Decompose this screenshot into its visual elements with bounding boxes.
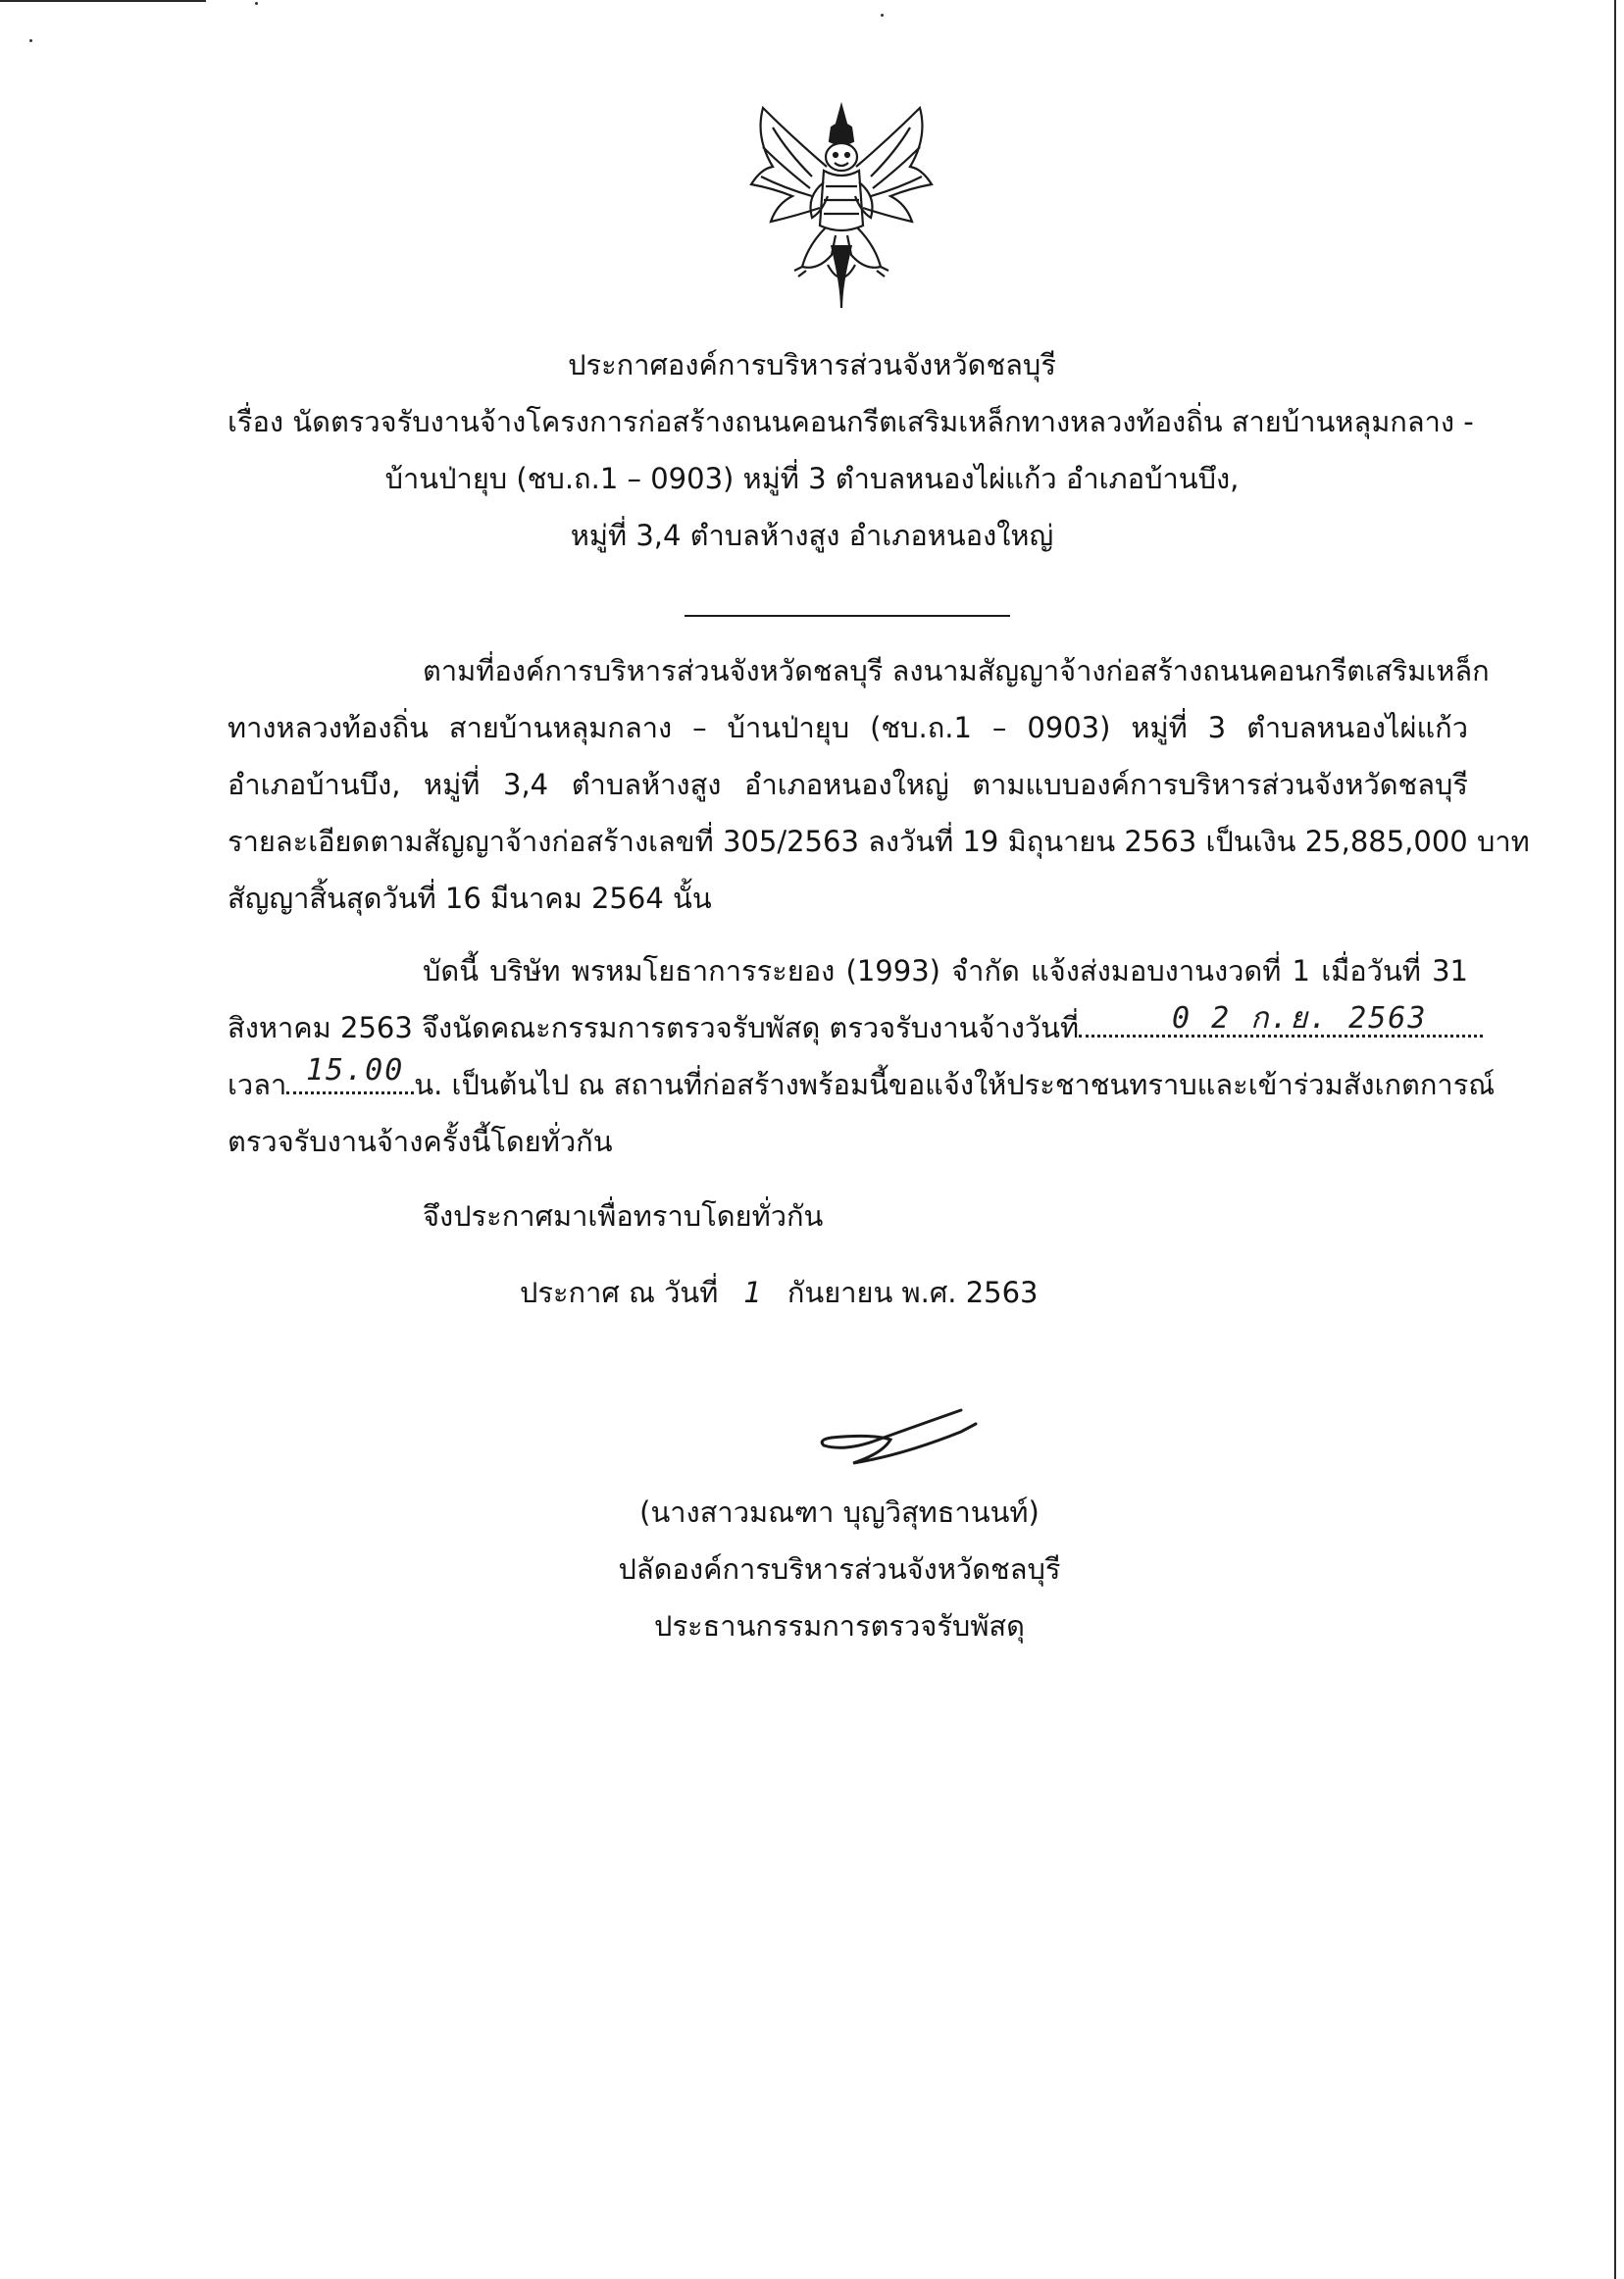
para2-line1: บัดนี้ บริษัท พรหมโยธาการระยอง (1993) จำกัด แจ้งส่งมอบงานงวดที่ 1 เมื่อวันที่ 31 [423, 954, 1468, 988]
handwritten-time: 15.00 [306, 1053, 405, 1088]
para2-line3 [228, 1063, 1496, 1106]
handwritten-date: 0 2 ก.ย. 2563 [1172, 1001, 1428, 1036]
announce-prefix: ประกาศ ณ วันที่ [520, 1276, 719, 1309]
para1-line4: รายละเอียดตามสัญญาจ้างก่อสร้างเลขที่ 305/2563 ลงวันที่ 19 มิถุนายน 2563 เป็นเงิน 25,885,000 บาท [228, 825, 1530, 858]
subject-line-1: เรื่อง นัดตรวจรับงานจ้างโครงการก่อสร้างถนนคอนกรีตเสริมเหล็กทางหลวงท้องถิ่น สายบ้านหลุมกลาง - [228, 405, 1474, 438]
time-label: เวลา [228, 1068, 287, 1101]
subject-line-2: บ้านป่ายุบ (ชบ.ถ.1 – 0903) หมู่ที่ 3 ตำบลหนองไผ่แก้ว อำเภอบ้านบึง, [384, 462, 1240, 495]
announcement-date [520, 1271, 1039, 1314]
para2-line2-text: สิงหาคม 2563 จึงนัดคณะกรรมการตรวจรับพัสดุ ตรวจรับงานจ้างวันที่ [228, 1011, 1080, 1044]
scan-speck [881, 14, 884, 17]
para2-line4: ตรวจรับงานจ้างครั้งนี้โดยทั่วกัน [228, 1125, 613, 1158]
announce-suffix: กันยายน พ.ศ. 2563 [787, 1276, 1039, 1309]
title-divider [685, 615, 1010, 617]
para1-line5: สัญญาสิ้นสุดวันที่ 16 มีนาคม 2564 นั้น [228, 882, 712, 915]
closing-notice: จึงประกาศมาเพื่อทราบโดยทั่วกัน [423, 1199, 824, 1233]
notice-title: ประกาศองค์การบริหารส่วนจังหวัดชลบุรี [568, 348, 1056, 381]
subject-line-3: หมู่ที่ 3,4 ตำบลห้างสูง อำเภอหนองใหญ่ [570, 519, 1054, 552]
para2-line3-text: น. เป็นต้นไป ณ สถานที่ก่อสร้างพร้อมนี้ขอแจ้งให้ประชาชนทราบและเข้าร่วมสังเกตการณ์ [414, 1068, 1496, 1101]
scan-speck [29, 39, 32, 42]
signature-scribble [814, 1404, 981, 1473]
signatory-name: (นางสาวมณฑา บุญวิสุทธานนท์) [639, 1495, 1040, 1529]
scan-speck [255, 2, 258, 5]
announce-day: 1 [743, 1276, 762, 1309]
para1-line3: อำเภอบ้านบึง, หมู่ที่ 3,4 ตำบลห้างสูง อำเภอหนองใหญ่ ตามแบบองค์การบริหารส่วนจังหวัดชลบุรี [228, 768, 1468, 801]
para1-line2: ทางหลวงท้องถิ่น สายบ้านหลุมกลาง – บ้านป่ายุบ (ชบ.ถ.1 – 0903) หมู่ที่ 3 ตำบลหนองไผ่แก้ว [228, 711, 1468, 744]
scan-edge-top [0, 0, 206, 2]
scan-edge-right [1614, 0, 1616, 2279]
signatory-position: ปลัดองค์การบริหารส่วนจังหวัดชลบุรี [618, 1552, 1061, 1586]
garuda-emblem-icon [734, 98, 949, 314]
para1-line1: ตามที่องค์การบริหารส่วนจังหวัดชลบุรี ลงนามสัญญาจ้างก่อสร้างถนนคอนกรีตเสริมเหล็ก [423, 654, 1490, 687]
signatory-committee-role: ประธานกรรมการตรวจรับพัสดุ [654, 1609, 1025, 1643]
